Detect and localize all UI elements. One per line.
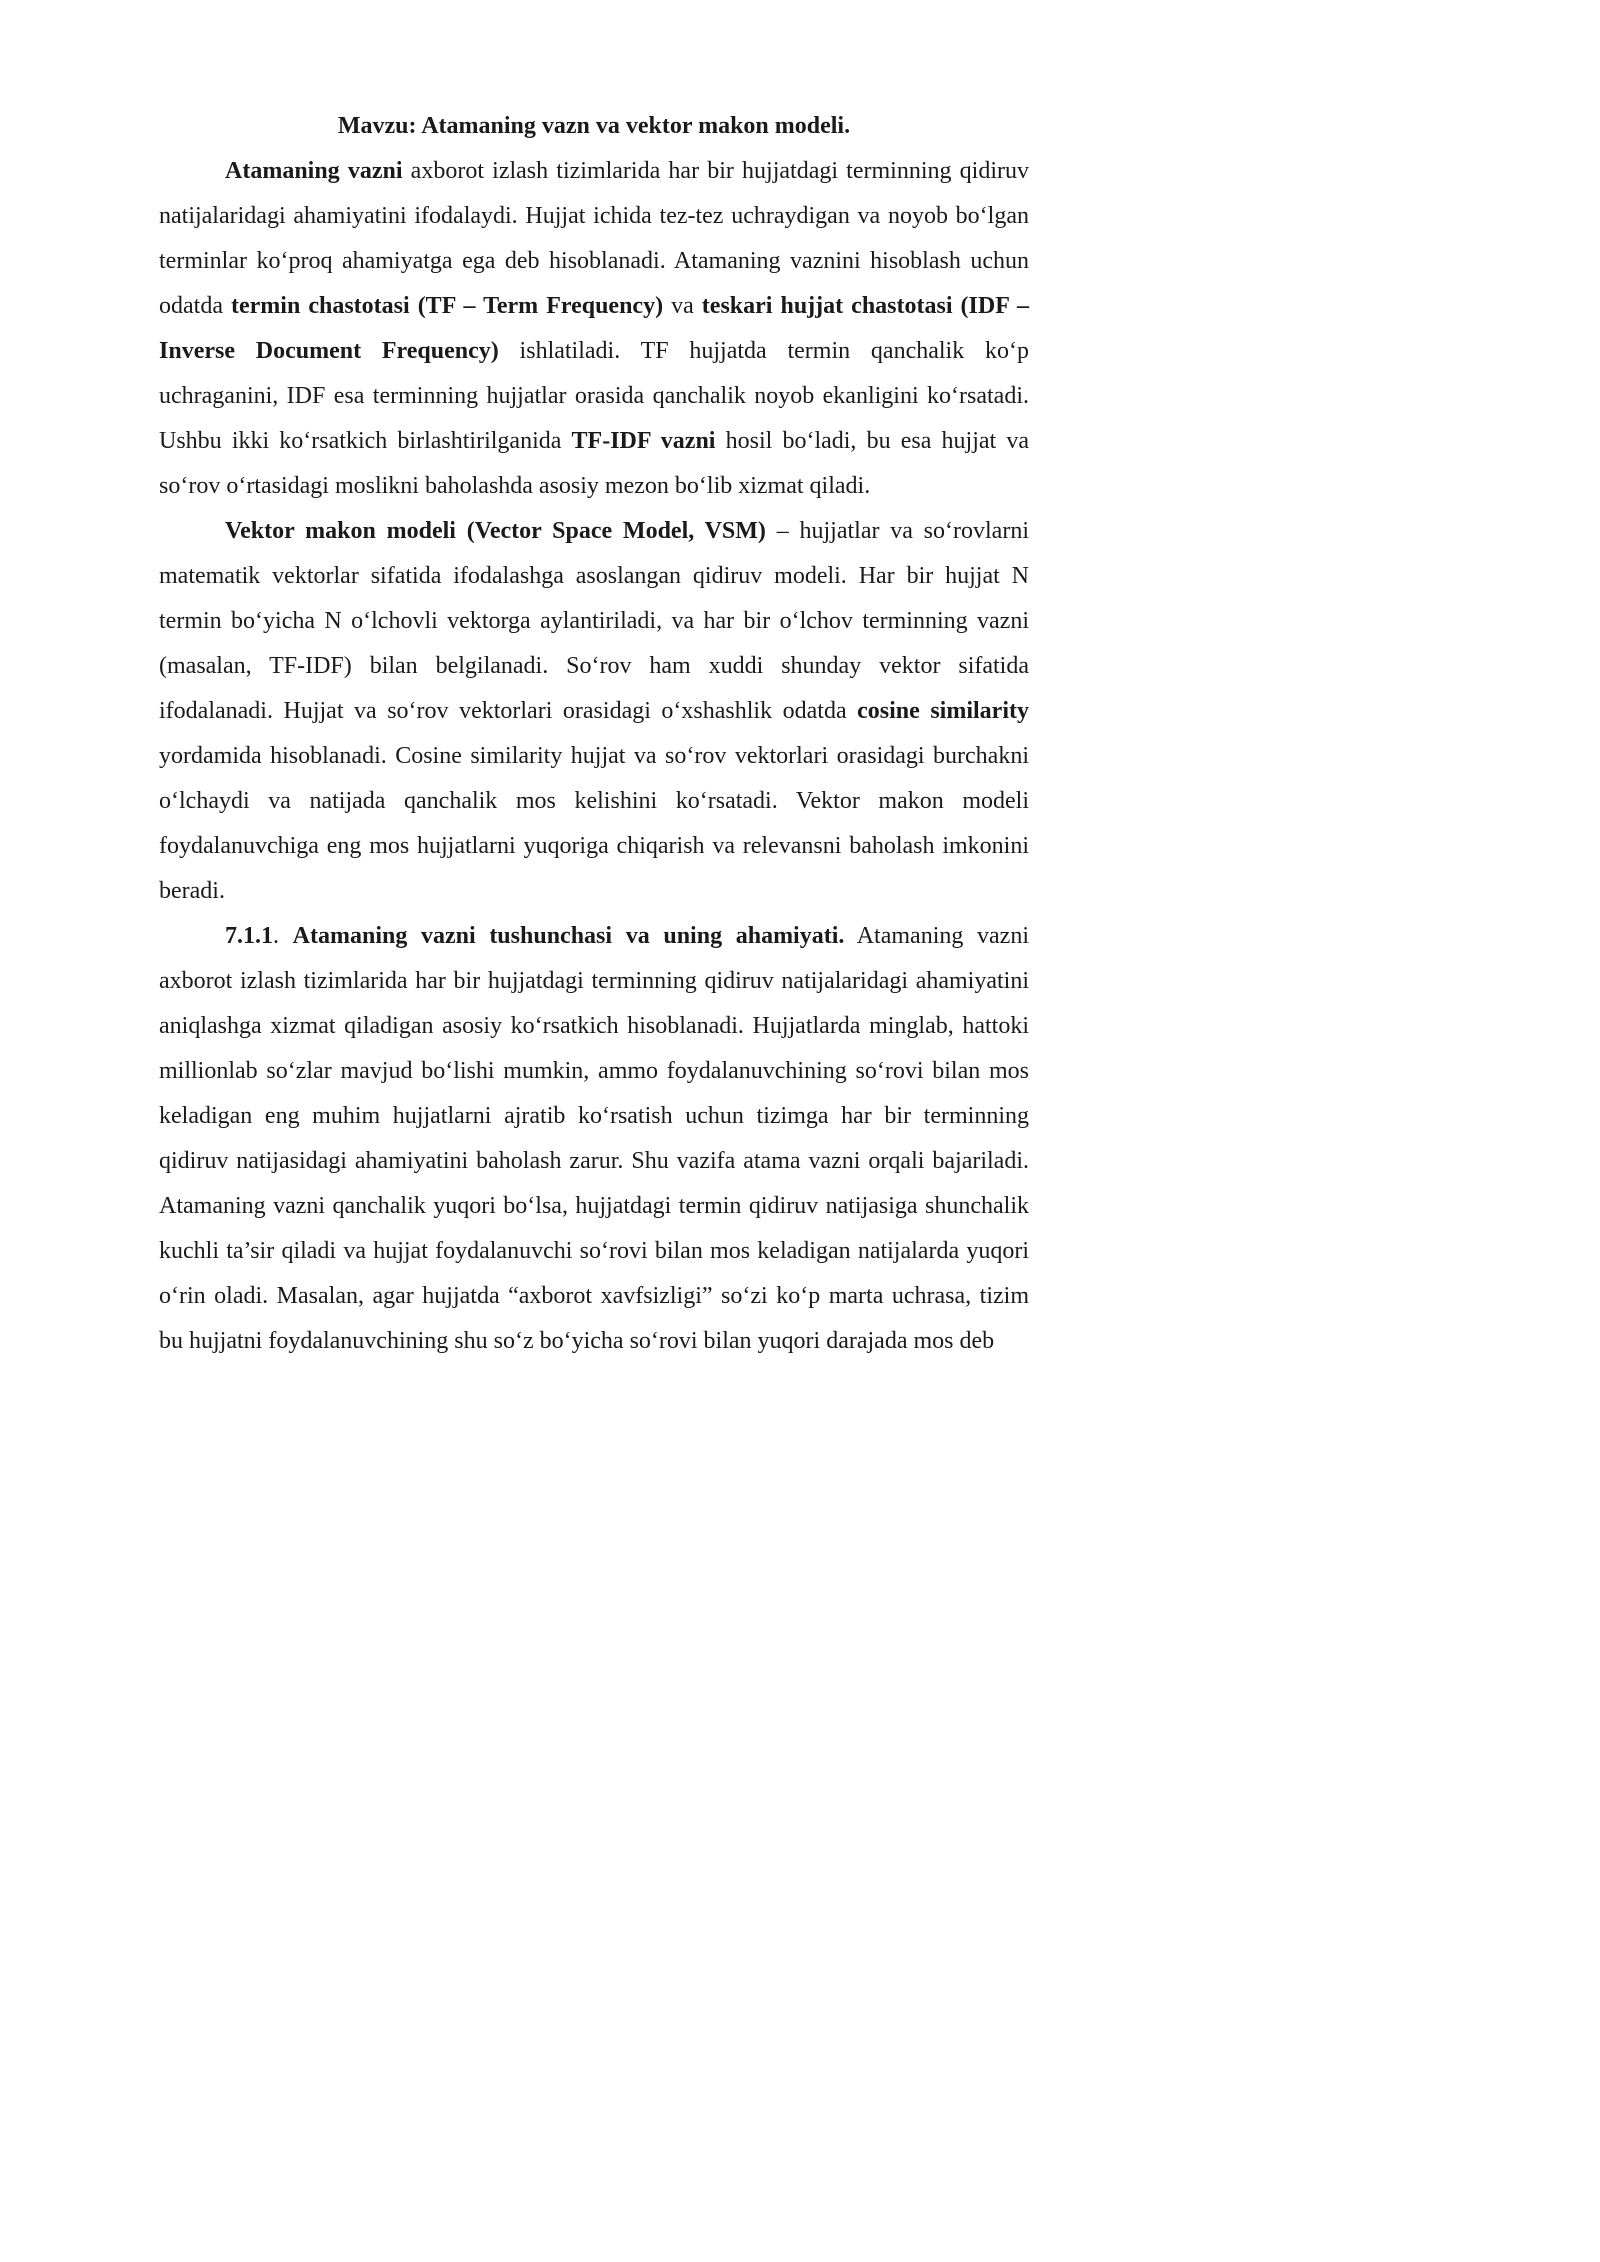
document-page: [0, 0, 1100, 1555]
document-body: [159, 104, 1029, 1364]
bold-idf: teskari hujjat chastotasi (IDF – Inverse Document Frequency): [159, 293, 1029, 364]
paragraph-text: ishlatiladi. TF hujjatda termin qanchalik ko‘p uchraganini, IDF esa terminning hujjatlar orasida qanchalik noyob ekanligini ko‘rsatadi. Ushbu ikki ko‘rsatkich birlashtirilganida: [159, 338, 1030, 454]
page-title: Mavzu: Atamaning vazn va vektor makon modeli.: [337, 113, 851, 139]
bold-vsm: Vektor makon modeli (Vector Space Model, VSM): [225, 518, 766, 544]
section-separator: .: [273, 923, 293, 949]
paragraph-text: Atamaning vazni axborot izlash tizimlarida har bir hujjatdagi terminning qidiruv natijalaridagi ahamiyatini aniqlashga xizmat qiladigan asosiy ko‘rsatkich hisoblanadi. Hujjatlarda minglab, hattoki millionlab so‘zlar mavjud bo‘lishi mumkin, ammo foydalanuvchining so‘rovi bilan mos keladigan eng muhim hujjatlarni ajratib ko‘rsatish uchun tizimga har bir terminning qidiruv natijasidagi ahamiyatini baholash zarur. Shu vazifa atama vazni orqali bajariladi. Atamaning vazni qanchalik yuqori bo‘lsa, hujjatdagi termin qidiruv natijasiga shunchalik kuchli ta’sir qiladi va hujjat foydalanuvchi so‘rovi bilan mos keladigan natijalarda yuqori o‘rin oladi. Masalan, agar hujjatda “axborot xavfsizligi” so‘zi ko‘p marta uchrasa, tizim bu hujjatni foydalanuvchining shu so‘z bo‘yicha so‘rovi bilan yuqori darajada mos deb: [159, 923, 1029, 1354]
bold-term-weight: Atamaning vazni: [225, 158, 403, 184]
section-number: 7.1.1: [225, 923, 273, 949]
section-heading: Atamaning vazni tushunchasi va uning ahamiyati.: [292, 923, 845, 949]
paragraph-text: hosil bo‘ladi, bu esa hujjat va so‘rov o‘rtasidagi moslikni baholashda asosiy mezon bo‘lib xizmat qiladi.: [159, 428, 1029, 499]
paragraph-text: va: [663, 293, 702, 319]
paragraph-text: axborot izlash tizimlarida har bir hujjatdagi terminning qidiruv natijalaridagi ahamiyatini ifodalaydi. Hujjat ichida tez-tez uchraydigan va noyob bo‘lgan terminlar ko‘proq ahamiyatga ega deb hisoblanadi. Atamaning vaznini hisoblash uchun odatda: [159, 158, 1029, 319]
paragraph-text: yordamida hisoblanadi. Cosine similarity hujjat va so‘rov vektorlari orasidagi burchakni o‘lchaydi va natijada qanchalik mos kelishini ko‘rsatadi. Vektor makon modeli foydalanuvchiga eng mos hujjatlarni yuqoriga chiqarish va relevansni baholash imkonini beradi.: [159, 743, 1029, 904]
paragraph-term-weight: [159, 149, 1029, 509]
bold-tfidf: TF-IDF vazni: [571, 428, 716, 454]
paragraph-vector-space-model: [159, 509, 1029, 914]
bold-tf: termin chastotasi (TF – Term Frequency): [231, 293, 664, 319]
paragraph-text: – hujjatlar va so‘rovlarni matematik vektorlar sifatida ifodalashga asoslangan qidiruv modeli. Har bir hujjat N termin bo‘yicha N o‘lchovli vektorga aylantiriladi, va har bir o‘lchov terminning vazni (masalan, TF-IDF) bilan belgilanadi. So‘rov ham xuddi shunday vektor sifatida ifodalanadi. Hujjat va so‘rov vektorlari orasidagi o‘xshashlik odatda: [159, 518, 1029, 724]
section-7-1-1: [159, 914, 1029, 1364]
bold-cosine-similarity: cosine similarity: [857, 698, 1029, 724]
